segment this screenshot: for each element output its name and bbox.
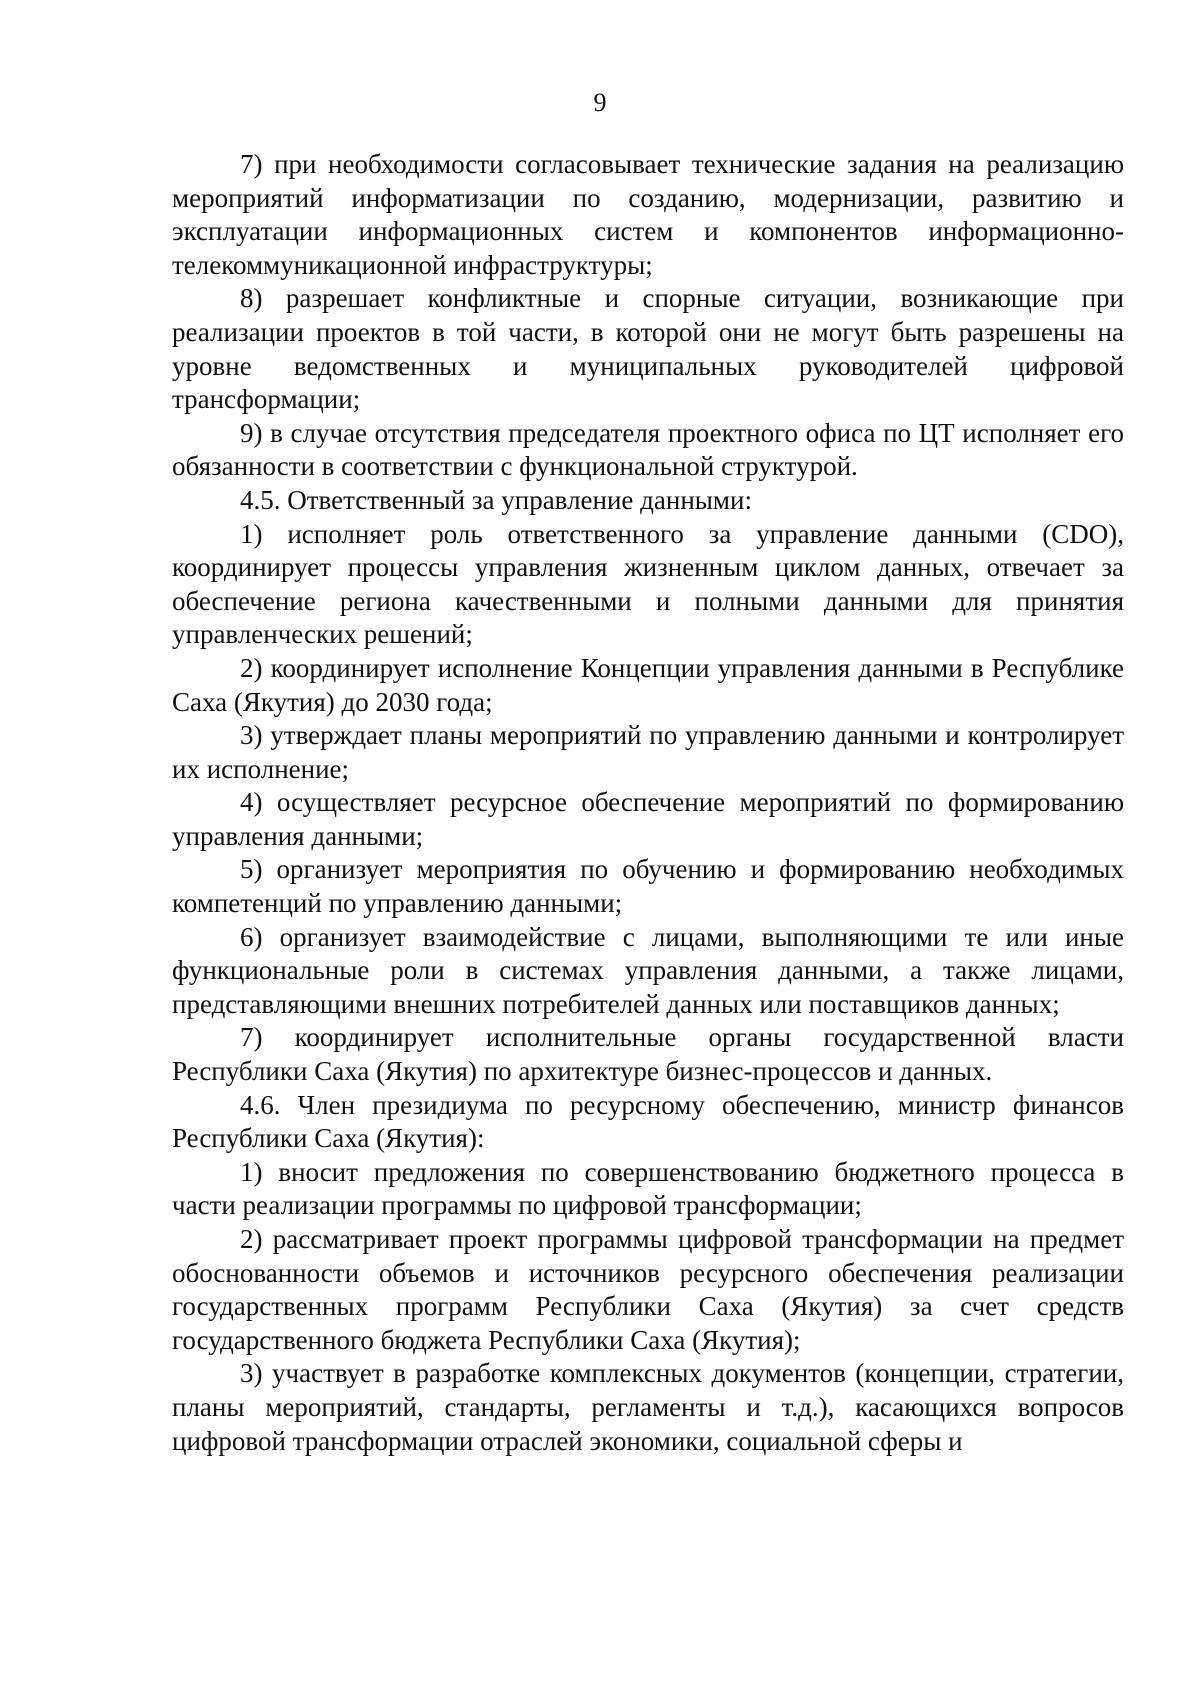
paragraph-cdo-item-4: 4) осуществляет ресурсное обеспечение мероприятий по формированию управления данными; — [172, 787, 1124, 851]
paragraph-finance-item-1: 1) вносит предложения по совершенствованию бюджетного процесса в части реализации программы по цифровой трансформации; — [172, 1156, 1124, 1221]
paragraph-item-8-resolve-conflicts: 8) разрешает конфликтные и спорные ситуации, возникающие при реализации проектов в той части, в которой они не могут быть разрешены на уровне ведомственных и муниципальных руководителей цифровой трансформации; — [172, 283, 1124, 415]
paragraph-cdo-item-7: 7) координирует исполнительные органы государственной власти Республики Саха (Якутия) по архитектуре бизнес-процессов и данных. — [172, 1022, 1124, 1087]
paragraph-finance-item-2: 2) рассматривает проект программы цифровой трансформации на предмет обоснованности объемов и источников ресурсного обеспечения реализации государственных программ Республики Саха (Якутия) за счет средств государственного бюджета Республики Саха (Якутия); — [172, 1224, 1124, 1355]
section-heading-4-6: 4.6. Член президиума по ресурсному обеспечению, министр финансов Республики Саха (Якутия): — [172, 1089, 1124, 1154]
paragraph-finance-item-3: 3) участвует в разработке комплексных документов (концепции, стратегии, планы мероприятий, стандарты, регламенты и т.д.), касающихся вопросов цифровой трансформации отраслей экономики, социальной сферы и — [172, 1358, 1124, 1456]
section-heading-4-5: 4.5. Ответственный за управление данными: — [240, 484, 752, 515]
paragraph-cdo-item-2: 2) координирует исполнение Концепции управления данными в Республике Саха (Якутия) до 2030 года; — [172, 652, 1124, 717]
document-body — [172, 148, 1124, 1458]
paragraph-cdo-item-6: 6) организует взаимодействие с лицами, выполняющими те или иные функциональные роли в системах управления данными, а также лицами, представляющими внешних потребителей данных или поставщиков данных; — [172, 921, 1124, 1019]
paragraph-cdo-item-1: 1) исполняет роль ответственного за управление данными (CDO), координирует процессы управления жизненным циклом данных, отвечает за обеспечение региона качественными и полными данными для принятия управленческих решений; — [172, 518, 1124, 650]
paragraph-item-7-approve-specs: 7) при необходимости согласовывает технические задания на реализацию мероприятий информатизации по созданию, модернизации, развитию и эксплуатации информационных систем и компонентов информационно-телекоммуникационной инфраструктуры; — [172, 149, 1124, 280]
paragraph-cdo-item-3: 3) утверждает планы мероприятий по управлению данными и контролирует их исполнение; — [172, 720, 1124, 784]
paragraph-cdo-item-5: 5) организует мероприятия по обучению и формированию необходимых компетенций по управлению данными; — [172, 854, 1124, 919]
page-number: 9 — [593, 88, 607, 117]
paragraph-item-9-acting-chair: 9) в случае отсутствия председателя проектного офиса по ЦТ исполняет его обязанности в соответствии с функциональной структурой. — [172, 417, 1124, 482]
